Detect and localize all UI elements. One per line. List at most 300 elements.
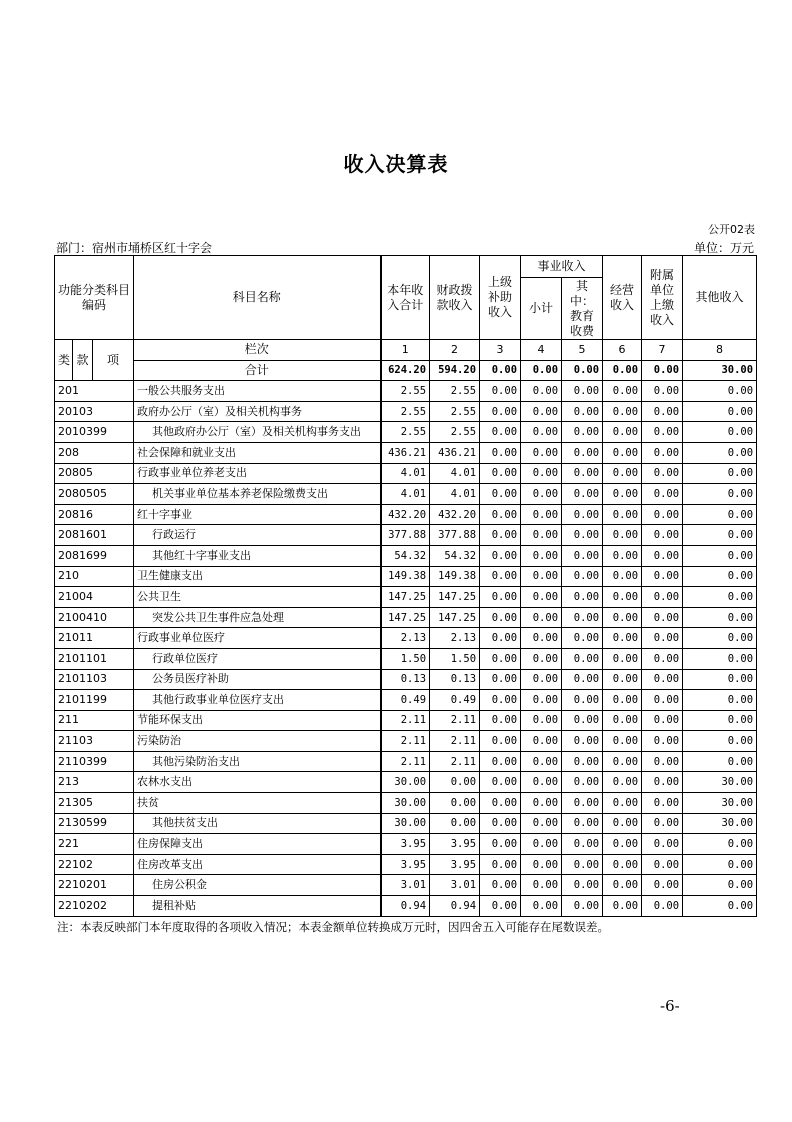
table-row xyxy=(55,793,757,814)
total-value: 0.00 xyxy=(603,360,642,381)
row-value: 1.50 xyxy=(381,648,430,669)
row-value: 0.00 xyxy=(683,731,757,752)
column-number: 5 xyxy=(562,340,603,361)
row-value: 0.00 xyxy=(521,525,562,546)
row-value: 0.00 xyxy=(562,463,603,484)
row-value: 2.55 xyxy=(381,401,430,422)
row-value: 0.00 xyxy=(480,854,521,875)
row-value: 0.00 xyxy=(603,896,642,917)
row-value: 4.01 xyxy=(381,484,430,505)
table-row xyxy=(55,834,757,855)
row-value: 0.00 xyxy=(603,587,642,608)
row-value: 1.50 xyxy=(430,648,480,669)
row-value: 0.00 xyxy=(562,854,603,875)
total-value: 30.00 xyxy=(683,360,757,381)
header-fiscal: 财政拨款收入 xyxy=(430,256,480,340)
row-value: 0.00 xyxy=(603,854,642,875)
row-value: 0.00 xyxy=(521,463,562,484)
row-name: 一般公共服务支出 xyxy=(134,381,381,402)
row-value: 436.21 xyxy=(430,442,480,463)
row-value: 0.00 xyxy=(603,422,642,443)
row-value: 0.00 xyxy=(603,834,642,855)
row-value: 0.00 xyxy=(480,813,521,834)
row-value: 0.00 xyxy=(521,566,562,587)
row-value: 3.95 xyxy=(381,854,430,875)
row-value: 0.00 xyxy=(683,484,757,505)
row-value: 0.00 xyxy=(562,587,603,608)
table-row xyxy=(55,545,757,566)
row-value: 0.00 xyxy=(642,669,683,690)
row-value: 0.00 xyxy=(521,422,562,443)
table-row xyxy=(55,587,757,608)
row-name: 红十字事业 xyxy=(134,504,381,525)
row-value: 0.00 xyxy=(683,525,757,546)
row-value: 0.00 xyxy=(603,731,642,752)
row-value: 30.00 xyxy=(381,813,430,834)
row-value: 0.49 xyxy=(430,690,480,711)
row-value: 0.00 xyxy=(521,710,562,731)
row-value: 2.55 xyxy=(430,381,480,402)
row-value: 0.00 xyxy=(683,669,757,690)
row-value: 0.00 xyxy=(683,875,757,896)
total-value: 0.00 xyxy=(562,360,603,381)
row-name: 机关事业单位基本养老保险缴费支出 xyxy=(134,484,381,505)
total-value: 0.00 xyxy=(521,360,562,381)
row-value: 30.00 xyxy=(683,793,757,814)
row-value: 0.94 xyxy=(430,896,480,917)
row-value: 0.00 xyxy=(683,607,757,628)
row-value: 0.00 xyxy=(603,484,642,505)
table-row xyxy=(55,813,757,834)
row-value: 0.00 xyxy=(521,587,562,608)
row-name: 政府办公厅（室）及相关机构事务 xyxy=(134,401,381,422)
row-value: 0.00 xyxy=(480,875,521,896)
table-row xyxy=(55,875,757,896)
row-code: 2110399 xyxy=(55,751,134,772)
row-code: 20805 xyxy=(55,463,134,484)
row-code: 2210202 xyxy=(55,896,134,917)
row-value: 0.00 xyxy=(562,793,603,814)
row-value: 0.00 xyxy=(480,731,521,752)
row-value: 0.00 xyxy=(642,628,683,649)
row-value: 0.00 xyxy=(562,896,603,917)
row-name: 节能环保支出 xyxy=(134,710,381,731)
row-code: 2101103 xyxy=(55,669,134,690)
row-code: 2100410 xyxy=(55,607,134,628)
row-value: 0.00 xyxy=(562,875,603,896)
header-education: 其中：教育收费 xyxy=(562,278,603,340)
row-value: 0.49 xyxy=(381,690,430,711)
row-value: 0.00 xyxy=(642,545,683,566)
row-value: 0.00 xyxy=(480,669,521,690)
row-value: 54.32 xyxy=(430,545,480,566)
form-number: 公开02表 xyxy=(708,223,755,236)
row-value: 30.00 xyxy=(381,793,430,814)
row-value: 2.13 xyxy=(381,628,430,649)
row-value: 0.00 xyxy=(430,793,480,814)
row-value: 2.55 xyxy=(381,422,430,443)
column-number: 7 xyxy=(642,340,683,361)
row-value: 0.00 xyxy=(642,896,683,917)
row-value: 0.00 xyxy=(480,772,521,793)
row-value: 0.00 xyxy=(480,442,521,463)
table-row xyxy=(55,484,757,505)
row-code: 208 xyxy=(55,442,134,463)
row-value: 0.00 xyxy=(480,587,521,608)
department-label: 部门：宿州市埇桥区红十字会 xyxy=(56,241,213,255)
row-value: 0.00 xyxy=(480,463,521,484)
row-value: 0.00 xyxy=(603,442,642,463)
row-value: 4.01 xyxy=(430,484,480,505)
table-row xyxy=(55,566,757,587)
row-code: 2010399 xyxy=(55,422,134,443)
row-name: 行政单位医疗 xyxy=(134,648,381,669)
row-value: 0.00 xyxy=(521,648,562,669)
row-value: 0.00 xyxy=(603,607,642,628)
row-value: 0.00 xyxy=(642,648,683,669)
row-value: 0.00 xyxy=(521,504,562,525)
row-value: 0.00 xyxy=(642,772,683,793)
row-value: 0.00 xyxy=(562,504,603,525)
row-value: 0.00 xyxy=(642,731,683,752)
column-number: 8 xyxy=(683,340,757,361)
row-name: 扶贫 xyxy=(134,793,381,814)
row-value: 0.00 xyxy=(603,525,642,546)
row-name: 公务员医疗补助 xyxy=(134,669,381,690)
row-value: 0.00 xyxy=(562,442,603,463)
row-value: 0.00 xyxy=(642,401,683,422)
row-name: 其他污染防治支出 xyxy=(134,751,381,772)
column-number: 4 xyxy=(521,340,562,361)
row-value: 0.00 xyxy=(521,401,562,422)
row-value: 0.00 xyxy=(521,690,562,711)
page-title: 收入决算表 xyxy=(343,152,449,176)
row-value: 0.00 xyxy=(603,772,642,793)
column-number-label: 栏次 xyxy=(134,340,381,361)
row-value: 0.00 xyxy=(480,504,521,525)
header-superior: 上级补助收入 xyxy=(480,256,521,340)
row-value: 0.00 xyxy=(603,648,642,669)
header-lei: 类 xyxy=(55,340,73,381)
row-value: 0.00 xyxy=(521,751,562,772)
row-value: 4.01 xyxy=(430,463,480,484)
row-value: 149.38 xyxy=(430,566,480,587)
row-value: 0.00 xyxy=(521,442,562,463)
row-value: 0.00 xyxy=(480,793,521,814)
row-value: 0.00 xyxy=(480,422,521,443)
row-value: 0.00 xyxy=(480,896,521,917)
row-value: 0.94 xyxy=(381,896,430,917)
row-value: 0.00 xyxy=(521,484,562,505)
row-code: 21103 xyxy=(55,731,134,752)
row-name: 其他扶贫支出 xyxy=(134,813,381,834)
table-row xyxy=(55,854,757,875)
row-value: 0.00 xyxy=(683,834,757,855)
row-value: 0.00 xyxy=(480,628,521,649)
table-row xyxy=(55,504,757,525)
table-row xyxy=(55,731,757,752)
row-value: 0.00 xyxy=(562,710,603,731)
row-value: 0.00 xyxy=(562,813,603,834)
row-value: 54.32 xyxy=(381,545,430,566)
row-name: 其他红十字事业支出 xyxy=(134,545,381,566)
row-value: 0.00 xyxy=(562,566,603,587)
row-code: 21305 xyxy=(55,793,134,814)
row-value: 0.00 xyxy=(562,401,603,422)
page-number: -6- xyxy=(660,997,680,1015)
row-name: 卫生健康支出 xyxy=(134,566,381,587)
row-value: 0.13 xyxy=(430,669,480,690)
row-value: 0.00 xyxy=(521,793,562,814)
row-value: 0.00 xyxy=(521,381,562,402)
row-value: 30.00 xyxy=(683,772,757,793)
row-value: 0.00 xyxy=(642,813,683,834)
row-value: 0.00 xyxy=(683,710,757,731)
row-value: 0.00 xyxy=(480,401,521,422)
row-value: 3.95 xyxy=(381,834,430,855)
row-value: 2.11 xyxy=(430,731,480,752)
total-value: 594.20 xyxy=(430,360,480,381)
row-value: 0.00 xyxy=(521,772,562,793)
row-value: 0.00 xyxy=(642,793,683,814)
row-value: 0.00 xyxy=(683,381,757,402)
row-name: 污染防治 xyxy=(134,731,381,752)
table-row xyxy=(55,628,757,649)
row-value: 0.00 xyxy=(603,751,642,772)
row-value: 0.00 xyxy=(521,854,562,875)
row-code: 2081601 xyxy=(55,525,134,546)
row-value: 0.00 xyxy=(521,607,562,628)
row-name: 其他政府办公厅（室）及相关机构事务支出 xyxy=(134,422,381,443)
row-value: 0.00 xyxy=(642,690,683,711)
row-code: 210 xyxy=(55,566,134,587)
row-code: 2101101 xyxy=(55,648,134,669)
row-value: 0.00 xyxy=(642,834,683,855)
row-code: 213 xyxy=(55,772,134,793)
row-value: 0.00 xyxy=(521,813,562,834)
table-row xyxy=(55,607,757,628)
row-value: 0.00 xyxy=(642,442,683,463)
row-value: 0.00 xyxy=(562,751,603,772)
row-value: 0.00 xyxy=(683,628,757,649)
row-name: 住房改革支出 xyxy=(134,854,381,875)
row-value: 0.00 xyxy=(642,710,683,731)
row-value: 0.00 xyxy=(562,690,603,711)
row-value: 147.25 xyxy=(430,587,480,608)
row-value: 0.00 xyxy=(521,896,562,917)
row-value: 0.00 xyxy=(480,690,521,711)
row-name: 行政事业单位医疗 xyxy=(134,628,381,649)
row-value: 0.00 xyxy=(683,751,757,772)
row-value: 0.00 xyxy=(562,525,603,546)
unit-label: 单位：万元 xyxy=(693,241,754,255)
row-value: 0.00 xyxy=(642,422,683,443)
header-affiliated: 附属单位上缴收入 xyxy=(642,256,683,340)
total-value: 624.20 xyxy=(381,360,430,381)
row-value: 0.00 xyxy=(603,690,642,711)
table-row xyxy=(55,772,757,793)
row-value: 0.00 xyxy=(603,875,642,896)
row-value: 0.00 xyxy=(642,525,683,546)
row-value: 377.88 xyxy=(430,525,480,546)
row-value: 0.00 xyxy=(562,484,603,505)
row-value: 0.00 xyxy=(480,381,521,402)
row-value: 2.55 xyxy=(430,422,480,443)
row-name: 住房保障支出 xyxy=(134,834,381,855)
row-value: 0.00 xyxy=(642,381,683,402)
row-value: 2.11 xyxy=(381,710,430,731)
total-value: 0.00 xyxy=(480,360,521,381)
row-value: 0.00 xyxy=(562,669,603,690)
row-value: 0.00 xyxy=(683,401,757,422)
table-row xyxy=(55,710,757,731)
row-value: 0.00 xyxy=(562,772,603,793)
row-value: 0.00 xyxy=(562,607,603,628)
row-name: 行政事业单位养老支出 xyxy=(134,463,381,484)
header-code: 功能分类科目编码 xyxy=(55,256,134,340)
header-xiang: 项 xyxy=(93,340,134,381)
table-row xyxy=(55,442,757,463)
row-value: 0.00 xyxy=(603,463,642,484)
table-row xyxy=(55,648,757,669)
header-subtotal: 小计 xyxy=(521,278,562,340)
row-value: 0.00 xyxy=(603,401,642,422)
row-value: 0.00 xyxy=(521,628,562,649)
row-value: 0.00 xyxy=(603,628,642,649)
row-value: 3.95 xyxy=(430,834,480,855)
column-number: 1 xyxy=(381,340,430,361)
row-value: 30.00 xyxy=(381,772,430,793)
header-total: 本年收入合计 xyxy=(381,256,430,340)
row-value: 0.00 xyxy=(603,545,642,566)
row-value: 0.00 xyxy=(562,422,603,443)
row-value: 0.00 xyxy=(480,751,521,772)
row-value: 0.00 xyxy=(521,545,562,566)
row-value: 0.00 xyxy=(562,545,603,566)
table-row xyxy=(55,690,757,711)
row-value: 0.00 xyxy=(683,504,757,525)
row-value: 0.00 xyxy=(603,504,642,525)
row-value: 432.20 xyxy=(430,504,480,525)
row-value: 3.01 xyxy=(430,875,480,896)
row-value: 0.00 xyxy=(603,381,642,402)
row-value: 30.00 xyxy=(683,813,757,834)
row-value: 2.11 xyxy=(430,710,480,731)
table-row xyxy=(55,463,757,484)
row-value: 0.00 xyxy=(683,566,757,587)
row-value: 0.00 xyxy=(430,772,480,793)
row-name: 住房公积金 xyxy=(134,875,381,896)
header-other: 其他收入 xyxy=(683,256,757,340)
row-value: 0.00 xyxy=(562,834,603,855)
row-code: 2101199 xyxy=(55,690,134,711)
row-code: 221 xyxy=(55,834,134,855)
row-value: 0.00 xyxy=(642,504,683,525)
row-value: 0.00 xyxy=(480,710,521,731)
row-code: 2130599 xyxy=(55,813,134,834)
row-value: 0.00 xyxy=(642,484,683,505)
row-value: 0.00 xyxy=(480,607,521,628)
row-value: 2.55 xyxy=(430,401,480,422)
row-value: 0.00 xyxy=(521,875,562,896)
row-value: 149.38 xyxy=(381,566,430,587)
income-statement-table xyxy=(54,255,757,917)
row-value: 0.00 xyxy=(642,607,683,628)
row-value: 0.00 xyxy=(683,463,757,484)
table-row xyxy=(55,669,757,690)
row-value: 0.00 xyxy=(683,422,757,443)
row-value: 436.21 xyxy=(381,442,430,463)
table-row xyxy=(55,896,757,917)
row-name: 提租补贴 xyxy=(134,896,381,917)
row-value: 0.00 xyxy=(480,566,521,587)
row-value: 0.00 xyxy=(683,587,757,608)
header-name: 科目名称 xyxy=(134,256,381,340)
row-code: 2210201 xyxy=(55,875,134,896)
row-value: 2.11 xyxy=(381,751,430,772)
row-value: 0.00 xyxy=(480,834,521,855)
row-value: 0.00 xyxy=(683,854,757,875)
row-code: 20103 xyxy=(55,401,134,422)
row-value: 377.88 xyxy=(381,525,430,546)
row-value: 0.00 xyxy=(603,793,642,814)
row-value: 0.00 xyxy=(683,896,757,917)
row-value: 0.00 xyxy=(562,628,603,649)
row-value: 0.00 xyxy=(562,731,603,752)
row-name: 农林水支出 xyxy=(134,772,381,793)
table-row xyxy=(55,381,757,402)
header-operating: 经营收入 xyxy=(603,256,642,340)
row-value: 0.00 xyxy=(480,545,521,566)
row-value: 0.00 xyxy=(683,442,757,463)
column-number: 6 xyxy=(603,340,642,361)
table-row xyxy=(55,525,757,546)
row-value: 0.00 xyxy=(603,669,642,690)
table-row xyxy=(55,751,757,772)
row-value: 0.00 xyxy=(642,463,683,484)
row-name: 其他行政事业单位医疗支出 xyxy=(134,690,381,711)
header-business-group: 事业收入 xyxy=(521,256,603,278)
row-code: 2081699 xyxy=(55,545,134,566)
row-value: 0.00 xyxy=(480,525,521,546)
row-name: 突发公共卫生事件应急处理 xyxy=(134,607,381,628)
row-code: 21004 xyxy=(55,587,134,608)
row-value: 0.00 xyxy=(642,875,683,896)
row-value: 0.00 xyxy=(603,566,642,587)
row-value: 0.00 xyxy=(603,813,642,834)
row-value: 0.00 xyxy=(521,669,562,690)
row-value: 0.13 xyxy=(381,669,430,690)
total-value: 0.00 xyxy=(642,360,683,381)
header-kuan: 款 xyxy=(73,340,93,381)
row-code: 2080505 xyxy=(55,484,134,505)
row-value: 0.00 xyxy=(603,710,642,731)
row-value: 0.00 xyxy=(642,587,683,608)
row-value: 0.00 xyxy=(642,751,683,772)
row-value: 0.00 xyxy=(683,648,757,669)
row-code: 201 xyxy=(55,381,134,402)
row-value: 0.00 xyxy=(683,545,757,566)
row-code: 20816 xyxy=(55,504,134,525)
row-value: 0.00 xyxy=(521,834,562,855)
footnote: 注：本表反映部门本年度取得的各项收入情况；本表金额单位转换成万元时，因四舍五入可能存在尾数误差。 xyxy=(57,920,609,934)
row-value: 0.00 xyxy=(642,854,683,875)
row-value: 0.00 xyxy=(480,484,521,505)
row-value: 2.11 xyxy=(430,751,480,772)
row-value: 3.01 xyxy=(381,875,430,896)
row-value: 0.00 xyxy=(430,813,480,834)
row-value: 2.55 xyxy=(381,381,430,402)
